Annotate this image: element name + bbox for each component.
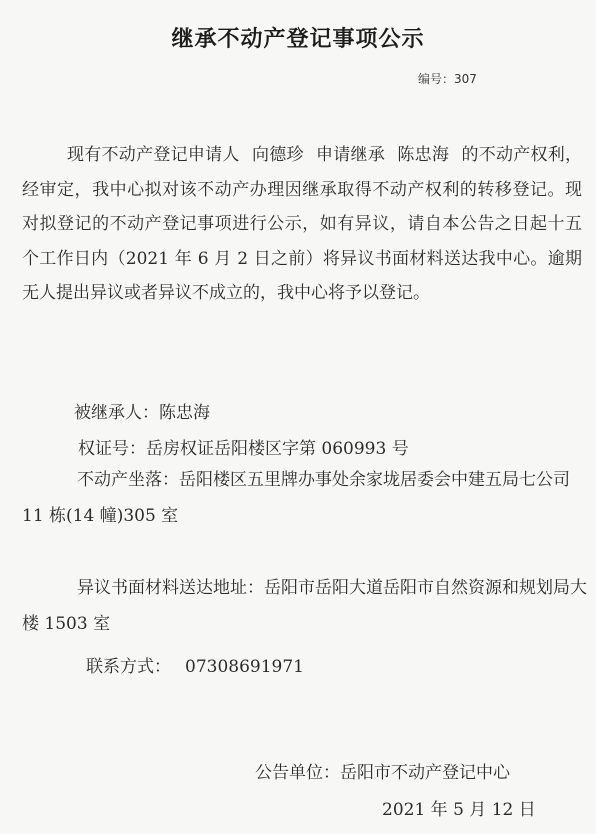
deceased-inline-name: 陈忠海: [397, 145, 450, 165]
certificate-label: 权证号：: [78, 439, 146, 459]
deceased-label: 被继承人：: [74, 403, 159, 423]
unit-value: 岳阳市不动产登记中心: [340, 763, 510, 783]
paragraph-part-2: 申请继承: [315, 145, 386, 165]
location-value: 岳阳楼区五里牌办事处余家垅居委会中建五局七公司 11 栋(14 幢)305 室: [22, 470, 570, 526]
location-label: 不动产坐落：: [77, 470, 179, 490]
paragraph-part-1: 现有不动产登记申请人: [67, 145, 240, 165]
number-value: 307: [454, 72, 477, 86]
deceased-field: [74, 398, 210, 423]
applicant-name: 向德珍: [251, 145, 304, 165]
announcement-date: 2021 年 5 月 12 日: [382, 800, 536, 820]
contact-value: 07308691971: [185, 657, 304, 677]
document-number: [418, 70, 477, 87]
address-value: 岳阳市岳阳大道岳阳市自然资源和规划局大楼 1503 室: [22, 578, 587, 634]
announcing-unit: [255, 758, 510, 783]
address-field: [22, 570, 587, 642]
certificate-value: 岳房权证岳阳楼区字第 060993 号: [146, 439, 409, 459]
paragraph-part-3: 的不动产权利，经审定，我中心拟对该不动产办理因继承取得不动产权利的转移登记。现对拟登记的不动产登记事项进行公示，如有异议，请自本公告之日起十五个工作日内（2021 年 6 月 2 日之前）将异议书面材料送达我中心。逾期无人提出异议或者异议不成立的，我中心将予以登记。: [22, 145, 583, 303]
document-title: 继承不动产登记事项公示: [171, 27, 425, 52]
notice-paragraph: [22, 138, 582, 311]
contact-label: 联系方式：: [86, 657, 171, 677]
location-field: [22, 462, 582, 534]
number-label: 编号：: [418, 72, 455, 86]
unit-label: 公告单位：: [255, 763, 340, 783]
certificate-field: [78, 434, 409, 459]
deceased-value: 陈忠海: [159, 403, 210, 423]
address-label: 异议书面材料送达地址：: [77, 578, 264, 598]
contact-field: [86, 652, 304, 677]
